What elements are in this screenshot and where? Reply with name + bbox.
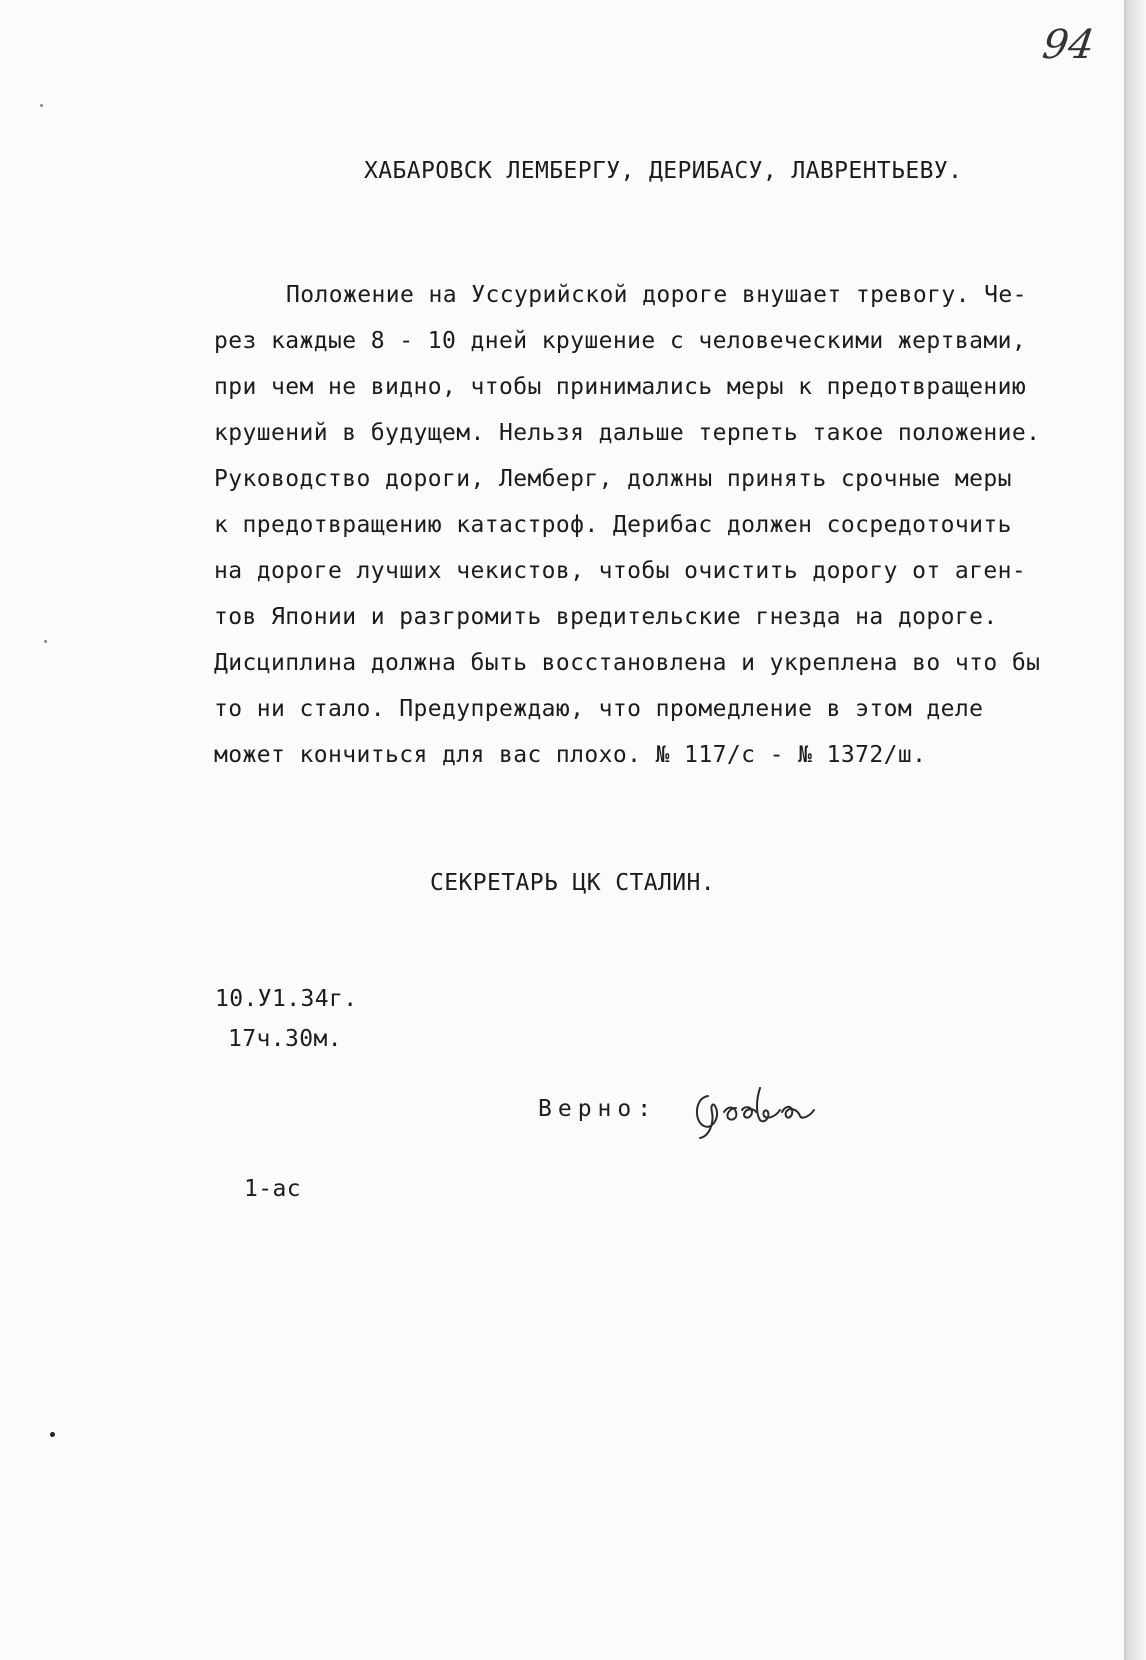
handwritten-signature xyxy=(690,1082,830,1142)
speck xyxy=(50,1432,55,1437)
signature-line: СЕКРЕТАРЬ ЦК СТАЛИН. xyxy=(430,870,715,896)
time: 17ч.30м. xyxy=(228,1026,342,1052)
body-line: на дороге лучших чекистов, чтобы очистить дорогу от аген- xyxy=(214,558,1027,584)
speck xyxy=(40,104,43,107)
telegram-body xyxy=(214,272,1040,778)
body-line: тов Японии и разгромить вредительские гнезда на дороге. xyxy=(214,604,998,630)
body-line: то ни стало. Предупреждаю, что промедление в этом деле xyxy=(214,696,984,722)
body-line: при чем не видно, чтобы принимались меры к предотвращению xyxy=(214,374,1027,400)
telegram-header: ХАБАРОВСК ЛЕМБЕРГУ, ДЕРИБАСУ, ЛАВРЕНТЬЕВУ. xyxy=(364,158,963,184)
body-line: крушений в будущем. Нельзя дальше терпеть такое положение. xyxy=(214,420,1041,446)
body-line: Положение на Уссурийской дороге внушает тревогу. Че- xyxy=(286,282,1027,308)
body-line: к предотвращению катастроф. Дерибас должен сосредоточить xyxy=(214,512,1012,538)
body-line: Руководство дороги, Лемберг, должны принять срочные меры xyxy=(214,466,1012,492)
speck xyxy=(44,640,47,643)
certified-label: Верно: xyxy=(538,1096,658,1122)
body-line: Дисциплина должна быть восстановлена и укреплена во что бы xyxy=(214,650,1041,676)
page-edge-shadow xyxy=(1126,0,1146,1660)
date: 10.У1.34г. xyxy=(215,986,358,1012)
body-line: может кончиться для вас плохо. № 117/с - № 1372/ш. xyxy=(214,742,927,768)
archive-page-number: 94 xyxy=(1039,22,1098,68)
body-line: рез каждые 8 - 10 дней крушение с человеческими жертвами, xyxy=(214,328,1027,354)
reference-code: 1-ас xyxy=(244,1176,301,1202)
